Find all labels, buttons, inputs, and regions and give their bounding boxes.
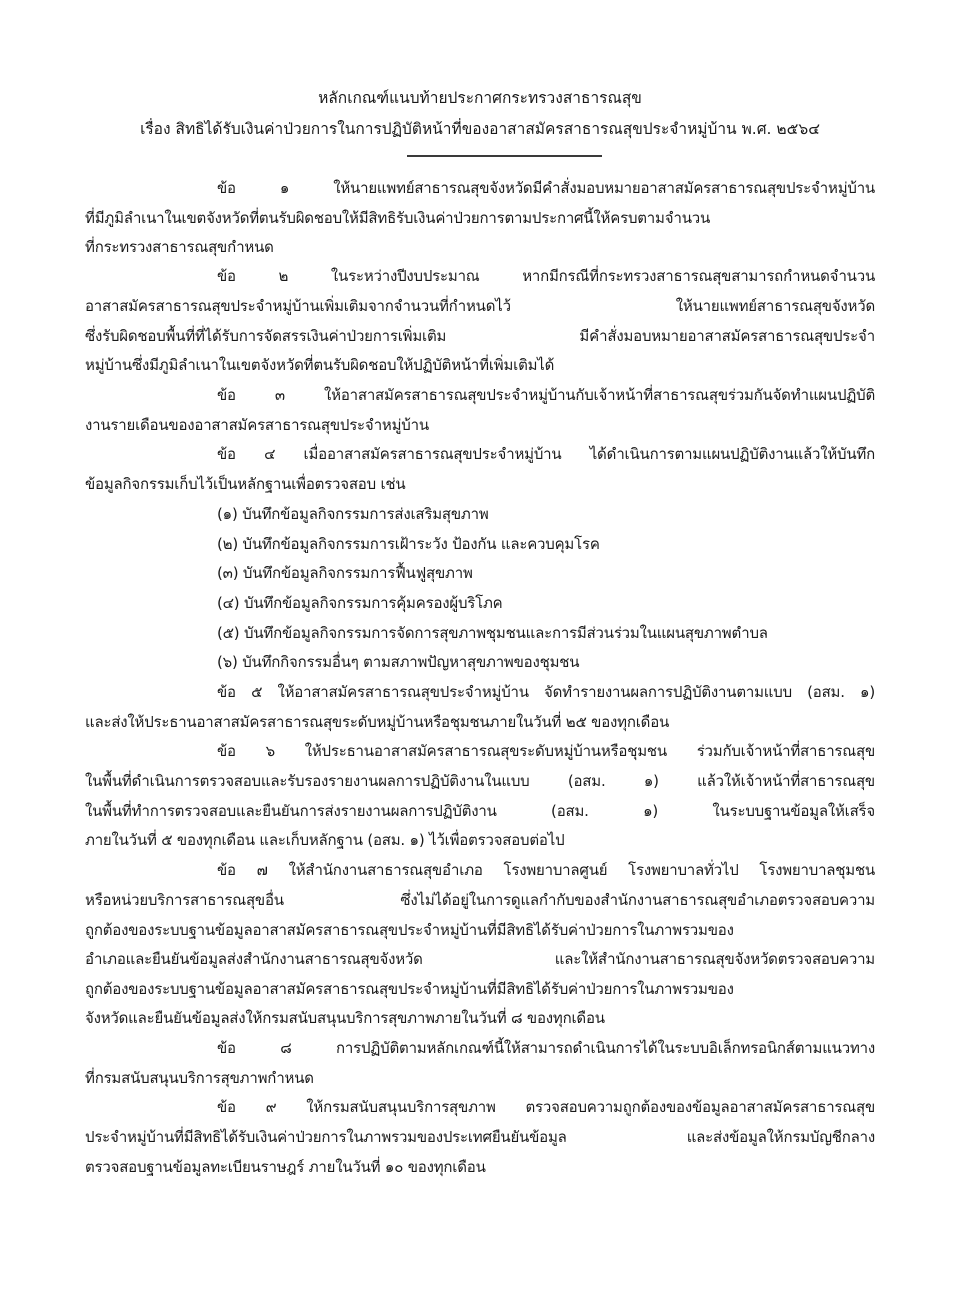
- paragraph-line: ที่กระทรวงสาธารณสุขกำหนด: [85, 238, 274, 256]
- paragraph-line: ข้อ ๔ เมื่ออาสาสมัครสาธารณสุขประจำหมู่บ้าน ได้ดำเนินการตามแผนปฏิบัติงานแล้วให้บันทึก: [217, 445, 875, 463]
- paragraph-line: ที่กรมสนับสนุนบริการสุขภาพกำหนด: [85, 1069, 314, 1087]
- document-subtitle: เรื่อง สิทธิได้รับเงินค่าป่วยการในการปฏิบัติหน้าที่ของอาสาสมัครสาธารณสุขประจำหมู่บ้าน พ.ศ. ๒๕๖๔: [140, 120, 820, 138]
- list-item: (๒) บันทึกข้อมูลกิจกรรมการเฝ้าระวัง ป้องกัน และควบคุมโรค: [217, 535, 600, 553]
- paragraph-line: หรือหน่วยบริการสาธารณสุขอื่น ซึ่งไม่ได้อยู่ในการดูแลกำกับของสำนักงานสาธารณสุขอำเภอตรวจสอบความ: [85, 891, 875, 909]
- paragraph-line: ถูกต้องของระบบฐานข้อมูลอาสาสมัครสาธารณสุขประจำหมู่บ้านที่มีสิทธิได้รับค่าป่วยการในภาพรวมของ: [85, 980, 734, 998]
- paragraph-line: ข้อ ๒ ในระหว่างปีงบประมาณ หากมีกรณีที่กระทรวงสาธารณสุขสามารถกำหนดจำนวน: [217, 267, 875, 285]
- paragraph-line: ถูกต้องของระบบฐานข้อมูลอาสาสมัครสาธารณสุขประจำหมู่บ้านที่มีสิทธิได้รับค่าป่วยการในภาพรวมของ: [85, 921, 734, 939]
- paragraph-line: ข้อ ๕ ให้อาสาสมัครสาธารณสุขประจำหมู่บ้าน จัดทำรายงานผลการปฏิบัติงานตามแบบ (อสม. ๑): [217, 683, 875, 701]
- title-divider: [407, 155, 602, 157]
- paragraph-line: ข้อ ๑ ให้นายแพทย์สาธารณสุขจังหวัดมีคำสั่งมอบหมายอาสาสมัครสาธารณสุขประจำหมู่บ้าน: [217, 179, 875, 197]
- paragraph-line: ข้อ ๖ ให้ประธานอาสาสมัครสาธารณสุขระดับหมู่บ้านหรือชุมชน ร่วมกับเจ้าหน้าที่สาธารณสุข: [217, 742, 875, 760]
- paragraph-line: ตรวจสอบฐานข้อมูลทะเบียนราษฎร์ ภายในวันที่ ๑๐ ของทุกเดือน: [85, 1158, 486, 1176]
- list-item: (๑) บันทึกข้อมูลกิจกรรมการส่งเสริมสุขภาพ: [217, 505, 489, 523]
- paragraph-line: อาสาสมัครสาธารณสุขประจำหมู่บ้านเพิ่มเติมจากจำนวนที่กำหนดไว้ ให้นายแพทย์สาธารณสุขจังหวัด: [85, 297, 875, 315]
- paragraph-line: ซึ่งรับผิดชอบพื้นที่ที่ได้รับการจัดสรรเงินค่าป่วยการเพิ่มเติม มีคำสั่งมอบหมายอาสาสมัครสาธารณสุขประจำ: [85, 327, 875, 345]
- paragraph-line: ประจำหมู่บ้านที่มีสิทธิได้รับเงินค่าป่วยการในภาพรวมของประเทศยืนยันข้อมูล และส่งข้อมูลให้กรมบัญชีกลาง: [85, 1128, 875, 1146]
- paragraph-line: จังหวัดและยืนยันข้อมูลส่งให้กรมสนับสนุนบริการสุขภาพภายในวันที่ ๘ ของทุกเดือน: [85, 1009, 605, 1027]
- paragraph-line: อำเภอและยืนยันข้อมูลส่งสำนักงานสาธารณสุขจังหวัด และให้สำนักงานสาธารณสุขจังหวัดตรวจสอบความ: [85, 950, 875, 968]
- paragraph-line: งานรายเดือนของอาสาสมัครสาธารณสุขประจำหมู่บ้าน: [85, 416, 429, 434]
- paragraph-line: ที่มีภูมิลำเนาในเขตจังหวัดที่ตนรับผิดชอบให้มีสิทธิรับเงินค่าป่วยการตามประกาศนี้ให้ครบตามจำนวน: [85, 209, 711, 227]
- paragraph-line: ในพื้นที่ดำเนินการตรวจสอบและรับรองรายงานผลการปฏิบัติงานในแบบ (อสม. ๑) แล้วให้เจ้าหน้าที่สาธารณสุข: [85, 772, 875, 790]
- list-item: (๔) บันทึกข้อมูลกิจกรรมการคุ้มครองผู้บริโภค: [217, 594, 503, 612]
- paragraph-line: หมู่บ้านซึ่งมีภูมิลำเนาในเขตจังหวัดที่ตนรับผิดชอบให้ปฏิบัติหน้าที่เพิ่มเติมได้: [85, 356, 555, 374]
- paragraph-line: ข้อ ๙ ให้กรมสนับสนุนบริการสุขภาพ ตรวจสอบความถูกต้องของข้อมูลอาสาสมัครสาธารณสุข: [217, 1098, 875, 1116]
- paragraph-line: ในพื้นที่ทำการตรวจสอบและยืนยันการส่งรายงานผลการปฏิบัติงาน (อสม. ๑) ในระบบฐานข้อมูลให้เสร็จ: [85, 802, 875, 820]
- paragraph-line: ข้อมูลกิจกรรมเก็บไว้เป็นหลักฐานเพื่อตรวจสอบ เช่น: [85, 475, 406, 493]
- list-item: (๖) บันทึกกิจกรรมอื่นๆ ตามสภาพปัญหาสุขภาพของชุมชน: [217, 653, 580, 671]
- paragraph-line: และส่งให้ประธานอาสาสมัครสาธารณสุขระดับหมู่บ้านหรือชุมชนภายในวันที่ ๒๕ ของทุกเดือน: [85, 713, 670, 731]
- paragraph-line: ข้อ ๗ ให้สำนักงานสาธารณสุขอำเภอ โรงพยาบาลศูนย์ โรงพยาบาลทั่วไป โรงพยาบาลชุมชน: [217, 861, 875, 879]
- list-item: (๕) บันทึกข้อมูลกิจกรรมการจัดการสุขภาพชุมชนและการมีส่วนร่วมในแผนสุขภาพตำบล: [217, 624, 768, 642]
- list-item: (๓) บันทึกข้อมูลกิจกรรมการฟื้นฟูสุขภาพ: [217, 564, 473, 582]
- paragraph-line: ข้อ ๓ ให้อาสาสมัครสาธารณสุขประจำหมู่บ้านกับเจ้าหน้าที่สาธารณสุขร่วมกันจัดทำแผนปฏิบัติ: [217, 386, 875, 404]
- paragraph-line: ภายในวันที่ ๕ ของทุกเดือน และเก็บหลักฐาน (อสม. ๑) ไว้เพื่อตรวจสอบต่อไป: [85, 831, 565, 849]
- paragraph-line: ข้อ ๘ การปฏิบัติตามหลักเกณฑ์นี้ให้สามารถดำเนินการได้ในระบบอิเล็กทรอนิกส์ตามแนวทาง: [217, 1039, 875, 1057]
- document-title: หลักเกณฑ์แนบท้ายประกาศกระทรวงสาธารณสุข: [318, 89, 642, 107]
